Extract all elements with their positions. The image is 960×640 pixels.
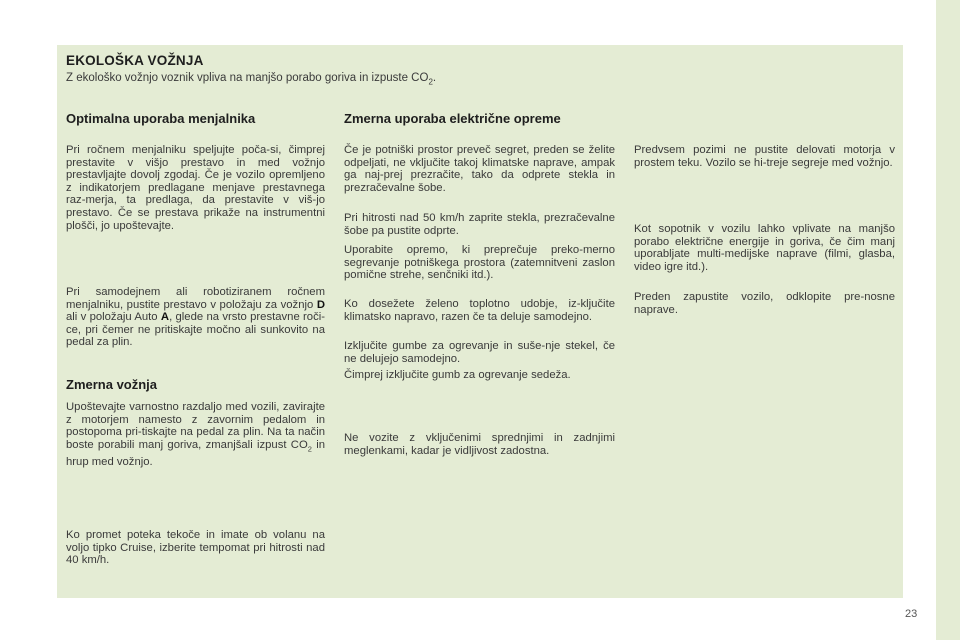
para-idle: Predvsem pozimi ne pustite delovati motorja v prostem teku. Vozilo se hi-treje segreje med vožnjo. (634, 144, 895, 169)
para-gearbox-manual: Pri ročnem menjalniku speljujte poča-si, čimprej prestavite v višjo prestavo in med vožnjo prestavljajte dovolj zgodaj. Če je vozilo opremljeno z indikatorjem predlagane menjave prestavnega raz-merja, ta predlaga, da prestavite v viš-jo prestavo. Če se prestava prikaže na instrumentni plošči, jo upoštevajte. (66, 144, 325, 232)
para-passenger: Kot sopotnik v vozilu lahko vplivate na manjšo porabo električne energije in goriva, če čim manj uporabljate multi-medijske naprave (filmi, glasba, video igre itd.). (634, 223, 895, 273)
side-strip (936, 0, 960, 640)
heading-moderate-driving: Zmerna vožnja (66, 377, 158, 392)
para-cruise: Ko promet poteka tekoče in imate ob volanu na voljo tipko Cruise, izberite tempomat pri hitrosti nad 40 km/h. (66, 529, 325, 567)
para-electrical-6: Čimprej izključite gumb za ogrevanje sedeža. (344, 369, 571, 381)
heading-electrical: Zmerna uporaba električne opreme (344, 111, 561, 126)
para-electrical-2: Pri hitrosti nad 50 km/h zaprite stekla, prezračevalne šobe pa pustite odprte. (344, 212, 615, 237)
para-electrical-4: Ko dosežete želeno toplotno udobje, iz-ključite klimatsko napravo, razen če ta deluje samodejno. (344, 298, 615, 323)
para-gearbox-automatic: Pri samodejnem ali robotiziranem ročnem menjalniku, pustite prestavo v položaju za vožnjo D ali v položaju Auto A, glede na vrsto prestavne roči-ce, pri čemer ne pritiskajte močno ali sunkovito na pedal za plin. (66, 286, 325, 349)
para-electrical-1: Če je potniški prostor preveč segret, preden se želite odpeljati, ne vključite takoj klimatske naprave, ampak ga naj-prej prezračite, tako da odprete stekla in prezračevalne šobe. (344, 144, 615, 194)
para-moderate-driving: Upoštevajte varnostno razdaljo med vozili, zavirajte z motorjem namesto z zavornim pedalom in postopoma pri-tiskajte na pedal za plin. Na ta način boste porabili manj goriva, zmanjšali izpust $CO_2$ in hrup med vožnjo. (66, 401, 326, 468)
para-electrical-3: Uporabite opremo, ki preprečuje preko-merno segrevanje potniškega prostora (zatemnitveni zaslon pomične strehe, senčniki itd.). (344, 244, 615, 282)
para-portable: Preden zapustite vozilo, odklopite pre-nosne naprave. (634, 291, 895, 316)
para-electrical-7: Ne vozite z vključenimi sprednjimi in zadnjimi meglenkami, kadar je vidljivost zadostna. (344, 432, 615, 457)
para-electrical-5: Izključite gumbe za ogrevanje in suše-nje stekel, če ne delujejo samodejno. (344, 340, 615, 365)
page-title: EKOLOŠKA VOŽNJA (66, 53, 204, 68)
page-number: 23 (905, 608, 918, 620)
heading-gearbox: Optimalna uporaba menjalnika (66, 111, 256, 126)
intro-text: Z ekološko vožnjo voznik vpliva na manjšo porabo goriva in izpuste $CO_2$. (66, 72, 437, 87)
